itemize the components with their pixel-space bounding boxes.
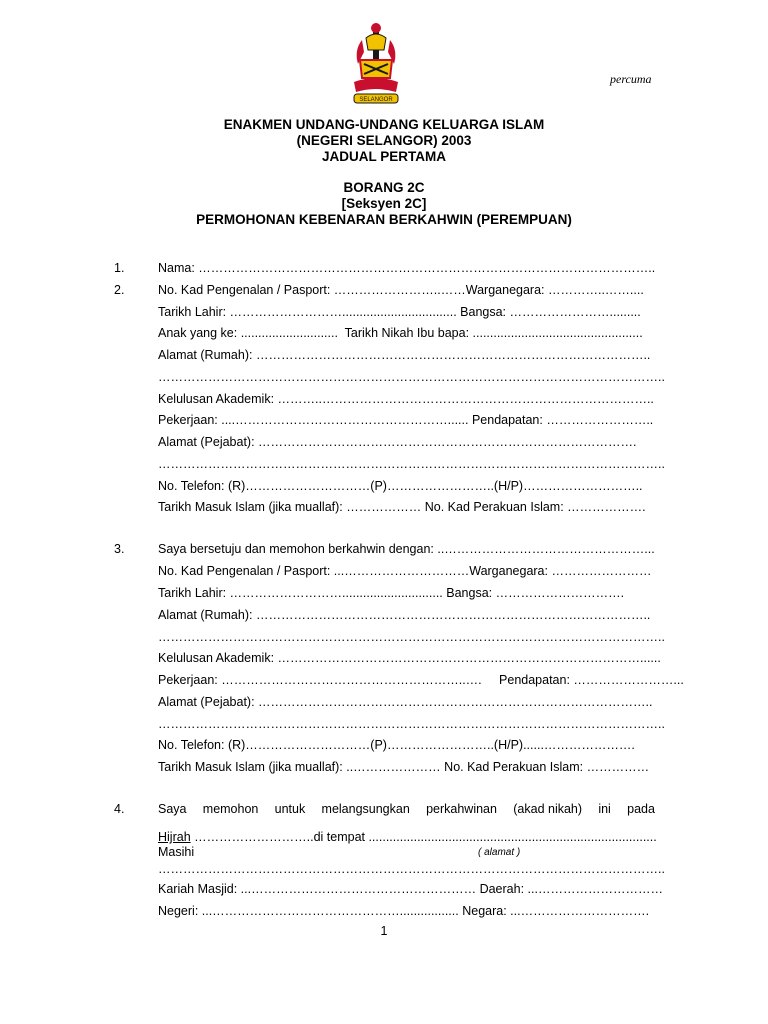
svg-text:SELANGOR: SELANGOR xyxy=(359,97,393,103)
groom-nationality-field[interactable]: Warganegara: …………………… xyxy=(469,564,652,578)
form-title: PERMOHONAN KEBENARAN BERKAHWIN (PEREMPUAN) xyxy=(196,212,572,227)
name-field[interactable]: Nama: ……………………………………………………………………………………………….. xyxy=(158,261,656,275)
nationality-field[interactable]: Warganegara: …………..…….... xyxy=(465,283,644,297)
groom-office-address-continuation[interactable]: ………………………………………………………………………………………………………….. xyxy=(158,717,665,731)
hijri-place-dots[interactable]: ………………………..di tempat ................................................................................... xyxy=(190,830,657,844)
country-field[interactable]: Negara: ...…………………………. xyxy=(462,904,650,918)
request-word: pada xyxy=(627,802,655,816)
parents-marriage-date-field[interactable]: Tarikh Nikah Ibu bapa: ................................................. xyxy=(344,326,643,340)
ceremony-address-continuation[interactable]: ………………………………………………………………………………………………………….. xyxy=(158,862,665,876)
office-address-continuation[interactable]: ………………………………………………………………………………………………………….. xyxy=(158,457,665,471)
race-field[interactable]: Bangsa: ……………………......... xyxy=(460,305,641,319)
home-address-field[interactable]: Alamat (Rumah): ………………………………………………………………………………….. xyxy=(158,348,651,362)
groom-conversion-card-field[interactable]: No. Kad Perakuan Islam: …………… xyxy=(444,760,650,774)
groom-islam-row xyxy=(158,760,655,774)
solemnization-request-line xyxy=(158,802,655,816)
schedule-title: JADUAL PERTAMA xyxy=(321,149,446,164)
groom-occupation-field[interactable]: Pekerjaan: …………………………………………………..…. xyxy=(158,673,482,687)
office-address-field[interactable]: Alamat (Pejabat): ………………………………………………………………………………. xyxy=(158,435,637,449)
conversion-card-field[interactable]: No. Kad Perakuan Islam: ………………. xyxy=(424,500,646,514)
ceremony-location-row xyxy=(158,882,663,896)
groom-job-row xyxy=(158,673,684,687)
hijri-date-and-place-field[interactable] xyxy=(158,830,655,844)
form-section: [Seksyen 2C] xyxy=(341,196,427,211)
applicant-child-row xyxy=(158,326,655,340)
groom-office-address-field[interactable]: Alamat (Pejabat): ………………………………………………………………………………….. xyxy=(158,695,653,709)
income-field[interactable]: Pendapatan: …………………….. xyxy=(471,413,654,427)
request-word: melangsungkan xyxy=(321,802,410,816)
district-field[interactable]: Daerah: ...………………………… xyxy=(479,882,663,896)
applicant-id-row xyxy=(158,283,655,297)
groom-telephone-field[interactable]: No. Telefon: (R)…………………………(P)……………………..(H/P)......…………………. xyxy=(158,738,635,752)
conversion-date-field[interactable]: Tarikh Masuk Islam (jika muallaf): ……………… xyxy=(158,500,422,514)
groom-conversion-date-field[interactable]: Tarikh Masuk Islam (jika muallaf): ..………………… xyxy=(158,760,441,774)
groom-name-field[interactable]: Saya bersetuju dan memohon berkahwin dengan: ..…………………………………………... xyxy=(158,542,655,556)
groom-race-field[interactable]: Bangsa: …………………………. xyxy=(446,586,625,600)
request-word: ini xyxy=(598,802,611,816)
act-title-line-2: (NEGERI SELANGOR) 2003 xyxy=(296,133,472,148)
hijri-label: Hijrah xyxy=(158,830,191,844)
groom-ic-passport-field[interactable]: No. Kad Pengenalan / Pasport: ...………………………… xyxy=(158,564,470,578)
free-note: percuma xyxy=(610,72,652,86)
groom-home-address-field[interactable]: Alamat (Rumah): ………………………………………………………………………………….. xyxy=(158,608,651,622)
home-address-continuation[interactable]: ………………………………………………………………………………………………………….. xyxy=(158,370,665,384)
page-number: 1 xyxy=(380,924,388,938)
groom-id-row xyxy=(158,564,655,578)
ceremony-state-row xyxy=(158,904,655,918)
groom-birth-date-field[interactable]: Tarikh Lahir: ………………………............................. xyxy=(158,586,443,600)
telephone-field[interactable]: No. Telefon: (R)…………………………(P)……………………..(H/P)……………………….. xyxy=(158,479,643,493)
item-number-4: 4. xyxy=(114,802,125,816)
address-hint: ( alamat ) xyxy=(478,847,521,858)
mosque-parish-field[interactable]: Kariah Masjid: ...……………………………………………… xyxy=(158,882,477,896)
groom-education-field[interactable]: Kelulusan Akademik: ……………………………………………………………………………...... xyxy=(158,651,661,665)
request-word: memohon xyxy=(202,802,259,816)
education-field[interactable]: Kelulusan Akademik: ………..…………………………………………………………………….. xyxy=(158,392,654,406)
birth-date-field[interactable]: Tarikh Lahir: ………………………................................. xyxy=(158,305,457,319)
occupation-field[interactable]: Pekerjaan: ....……………………………………………...... xyxy=(158,413,469,427)
request-word: Saya xyxy=(158,802,187,816)
act-title-line-1: ENAKMEN UNDANG-UNDANG KELUARGA ISLAM xyxy=(223,117,545,132)
item-number-2: 2. xyxy=(114,283,125,297)
child-order-field[interactable]: Anak yang ke: ............................ xyxy=(158,326,338,340)
ic-passport-field[interactable]: No. Kad Pengenalan / Pasport: ……………………..…… xyxy=(158,283,466,297)
item-number-3: 3. xyxy=(114,542,125,556)
form-number: BORANG 2C xyxy=(343,180,425,195)
gregorian-label: Masihi xyxy=(158,845,195,859)
applicant-islam-row xyxy=(158,500,655,514)
request-word: untuk xyxy=(274,802,306,816)
request-word: perkahwinan xyxy=(426,802,497,816)
state-field[interactable]: Negeri: ...………………………………………................. xyxy=(158,904,459,918)
groom-home-address-continuation[interactable]: ………………………………………………………………………………………………………….. xyxy=(158,630,665,644)
item-number-1: 1. xyxy=(114,261,125,275)
groom-income-field[interactable]: Pendapatan: ……………………... xyxy=(499,673,684,687)
selangor-crest-logo xyxy=(344,20,408,106)
applicant-job-row xyxy=(158,413,655,427)
applicant-birth-row xyxy=(158,305,655,319)
request-word: (akad nikah) xyxy=(513,802,583,816)
groom-birth-row xyxy=(158,586,655,600)
